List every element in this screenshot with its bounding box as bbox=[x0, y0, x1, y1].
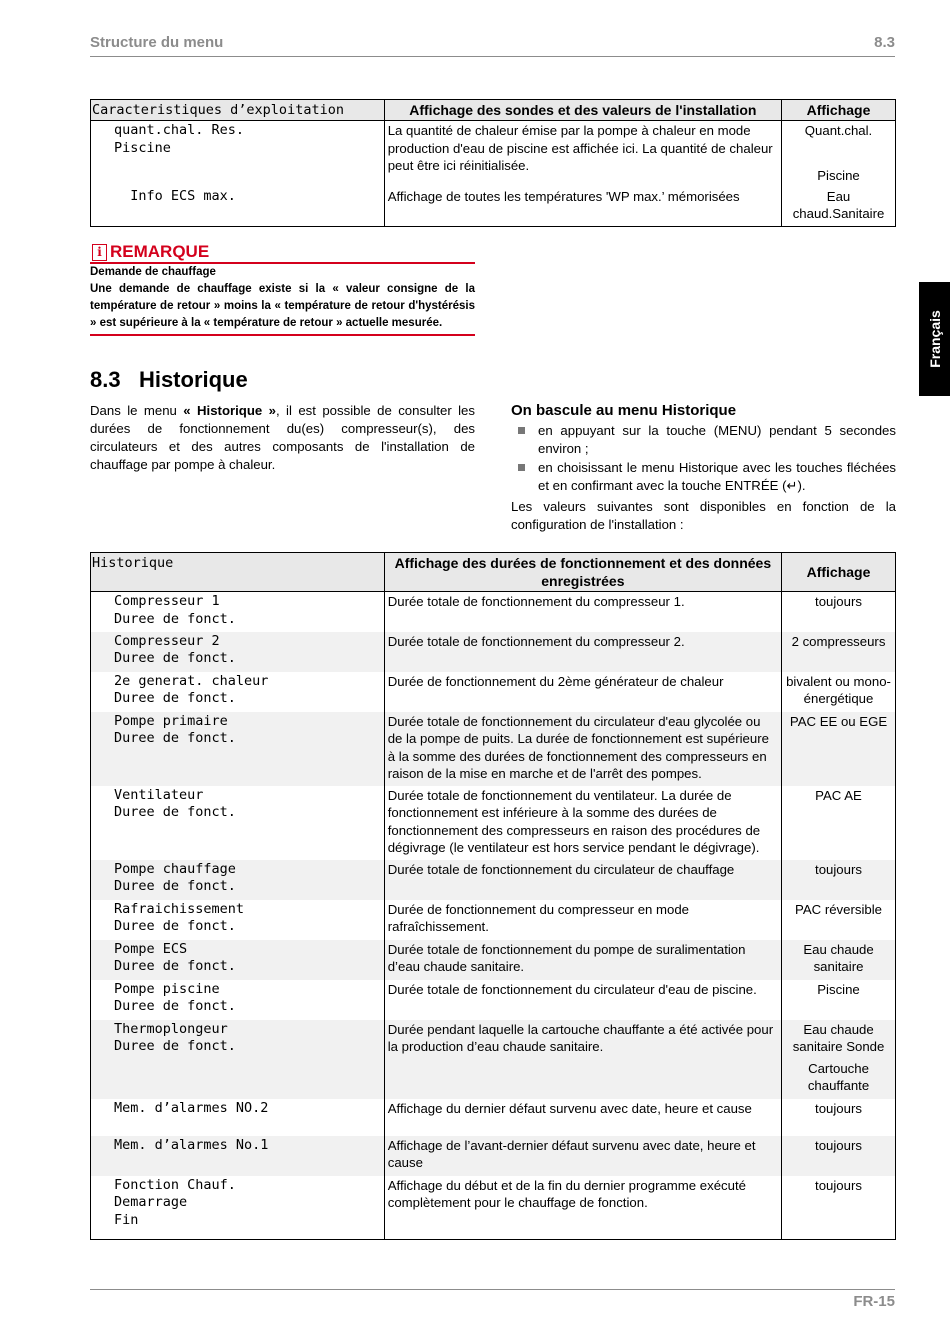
col-header-desc: Affichage des durées de fonctionnement et des données enregistrées bbox=[384, 553, 781, 592]
table-row bbox=[91, 1020, 896, 1099]
table-row bbox=[91, 712, 896, 786]
menu-entry: Pompe chauffage Duree de fonct. bbox=[91, 860, 385, 900]
menu-entry: Pompe primaire Duree de fonct. bbox=[91, 712, 385, 786]
table-row bbox=[91, 940, 896, 980]
section-intro: Dans le menu « Historique », il est possible de consulter les durées de fonctionnement du(es) compresseur(s), des circulateurs et des autres composants de l'installation de chauffage par pompe à chaleur. bbox=[90, 403, 475, 472]
menu-entry: Mem. d’alarmes No.1 bbox=[91, 1136, 385, 1176]
remark-text: Une demande de chauffage existe si la « valeur consigne de la température de retour » moins la « température de retour d'hystérésis » est supérieure à la « température de retour » actuelle mesurée. bbox=[90, 283, 475, 329]
remark-title: i REMARQUE bbox=[90, 242, 475, 264]
col-header-display: Affichage bbox=[782, 553, 896, 592]
table-row bbox=[91, 860, 896, 900]
entry-description: La quantité de chaleur émise par la pompe à chaleur en mode production d'eau de piscine est affichée ici. La quantité de chaleur peut être ici réinitialisée. bbox=[384, 121, 781, 187]
display-condition: Eau chaud.Sanitaire bbox=[782, 187, 896, 227]
menu-entry: Rafraichissement Duree de fonct. bbox=[91, 900, 385, 940]
display-condition: toujours bbox=[782, 860, 896, 900]
entry-description: Durée de fonctionnement du compresseur en mode rafraîchissement. bbox=[384, 900, 781, 940]
menu-entry: Mem. d’alarmes NO.2 bbox=[91, 1099, 385, 1136]
menu-entry: Compresseur 1 Duree de fonct. bbox=[91, 592, 385, 632]
table-row bbox=[91, 121, 896, 187]
remark-subtitle: Demande de chauffage bbox=[90, 266, 216, 278]
header-section: 8.3 bbox=[874, 34, 895, 51]
display-condition: bivalent ou mono-énergétique bbox=[782, 672, 896, 712]
entry-description: Affichage du début et de la fin du dernier programme exécuté complètement pour le chauffage de fonction. bbox=[384, 1176, 781, 1240]
entry-description: Affichage de l’avant-dernier défaut survenu avec date, heure et cause bbox=[384, 1136, 781, 1176]
display-condition: Eau chaude sanitaire bbox=[782, 940, 896, 980]
entry-description: Durée totale de fonctionnement du pompe de suralimentation d’eau chaude sanitaire. bbox=[384, 940, 781, 980]
entry-description: Affichage de toutes les températures 'WP max.’ mémorisées bbox=[384, 187, 781, 227]
table-row bbox=[91, 1176, 896, 1240]
entry-description: Durée totale de fonctionnement du compresseur 2. bbox=[384, 632, 781, 672]
entry-description: Durée de fonctionnement du 2ème générateur de chaleur bbox=[384, 672, 781, 712]
display-condition: Eau chaude sanitaire Sonde Cartouche chauffante bbox=[782, 1020, 896, 1099]
table-row bbox=[91, 632, 896, 672]
entry-description: Durée totale de fonctionnement du compresseur 1. bbox=[384, 592, 781, 632]
page-number: FR-15 bbox=[853, 1293, 895, 1310]
col-header-menu: Caracteristiques d’exploitation bbox=[91, 100, 385, 121]
entry-description: Durée pendant laquelle la cartouche chauffante a été activée pour la production d’eau chaude sanitaire. bbox=[384, 1020, 781, 1099]
menu-entry: Fonction Chauf. Demarrage Fin bbox=[91, 1176, 385, 1240]
col-header-desc: Affichage des sondes et des valeurs de l'installation bbox=[384, 100, 781, 121]
display-condition: PAC EE ou EGE bbox=[782, 712, 896, 786]
table-row bbox=[91, 592, 896, 632]
menu-entry: Ventilateur Duree de fonct. bbox=[91, 786, 385, 860]
header-title: Structure du menu bbox=[90, 34, 224, 51]
display-condition: PAC réversible bbox=[782, 900, 896, 940]
display-condition: toujours bbox=[782, 1136, 896, 1176]
entry-description: Durée totale de fonctionnement du circulateur d'eau glycolée ou de la pompe de puits. La durée de fonctionnement est supérieure à la somme des durées de fonctionnement des compresseurs en raison de la mise en marche et de l'arrêt des pompes. bbox=[384, 712, 781, 786]
table-row bbox=[91, 786, 896, 860]
table-row bbox=[91, 1136, 896, 1176]
operating-table bbox=[90, 99, 896, 227]
page-header bbox=[90, 34, 895, 57]
menu-entry: Thermoplongeur Duree de fonct. bbox=[91, 1020, 385, 1099]
display-condition: toujours bbox=[782, 1176, 896, 1240]
entry-description: Durée totale de fonctionnement du circulateur de chauffage bbox=[384, 860, 781, 900]
display-condition: toujours bbox=[782, 592, 896, 632]
remark-box bbox=[90, 242, 475, 336]
switch-title: On bascule au menu Historique bbox=[511, 402, 737, 419]
display-condition: Quant.chal. Piscine bbox=[782, 121, 896, 187]
menu-entry: quant.chal. Res. Piscine bbox=[91, 121, 385, 187]
section-heading: 8.3 Historique bbox=[90, 367, 248, 392]
menu-entry: 2e generat. chaleur Duree de fonct. bbox=[91, 672, 385, 712]
switch-list bbox=[511, 422, 896, 495]
entry-description: Durée totale de fonctionnement du ventilateur. La durée de fonctionnement est inférieure à la somme des durées de fonctionnement des compresseurs en raison des procédures de dégivrage (le ventilateur est hors service pendant le dégivrage). bbox=[384, 786, 781, 860]
table-row bbox=[91, 672, 896, 712]
list-item: en choisissant le menu Historique avec les touches fléchées et en confirmant avec la touche ENTRÉE (↵). bbox=[511, 459, 896, 495]
page-footer bbox=[90, 1289, 895, 1310]
menu-entry: Pompe piscine Duree de fonct. bbox=[91, 980, 385, 1020]
table-row bbox=[91, 187, 896, 227]
col-header-display: Affichage bbox=[782, 100, 896, 121]
menu-entry: Compresseur 2 Duree de fonct. bbox=[91, 632, 385, 672]
display-condition: toujours bbox=[782, 1099, 896, 1136]
switch-note: Les valeurs suivantes sont disponibles en fonction de la configuration de l'installation : bbox=[511, 499, 896, 532]
language-tab: Français bbox=[919, 282, 950, 396]
history-table bbox=[90, 552, 896, 1240]
table-row bbox=[91, 1099, 896, 1136]
list-item: en appuyant sur la touche (MENU) pendant 5 secondes environ ; bbox=[511, 422, 896, 458]
entry-description: Durée totale de fonctionnement du circulateur d'eau de piscine. bbox=[384, 980, 781, 1020]
col-header-menu: Historique bbox=[91, 553, 385, 592]
display-condition: 2 compresseurs bbox=[782, 632, 896, 672]
entry-description: Affichage du dernier défaut survenu avec date, heure et cause bbox=[384, 1099, 781, 1136]
display-condition: Piscine bbox=[782, 980, 896, 1020]
menu-entry: Info ECS max. bbox=[91, 187, 385, 227]
menu-entry: Pompe ECS Duree de fonct. bbox=[91, 940, 385, 980]
display-condition: PAC AE bbox=[782, 786, 896, 860]
table-row bbox=[91, 980, 896, 1020]
switch-instructions bbox=[511, 402, 896, 534]
table-row bbox=[91, 900, 896, 940]
info-icon: i bbox=[92, 244, 107, 261]
